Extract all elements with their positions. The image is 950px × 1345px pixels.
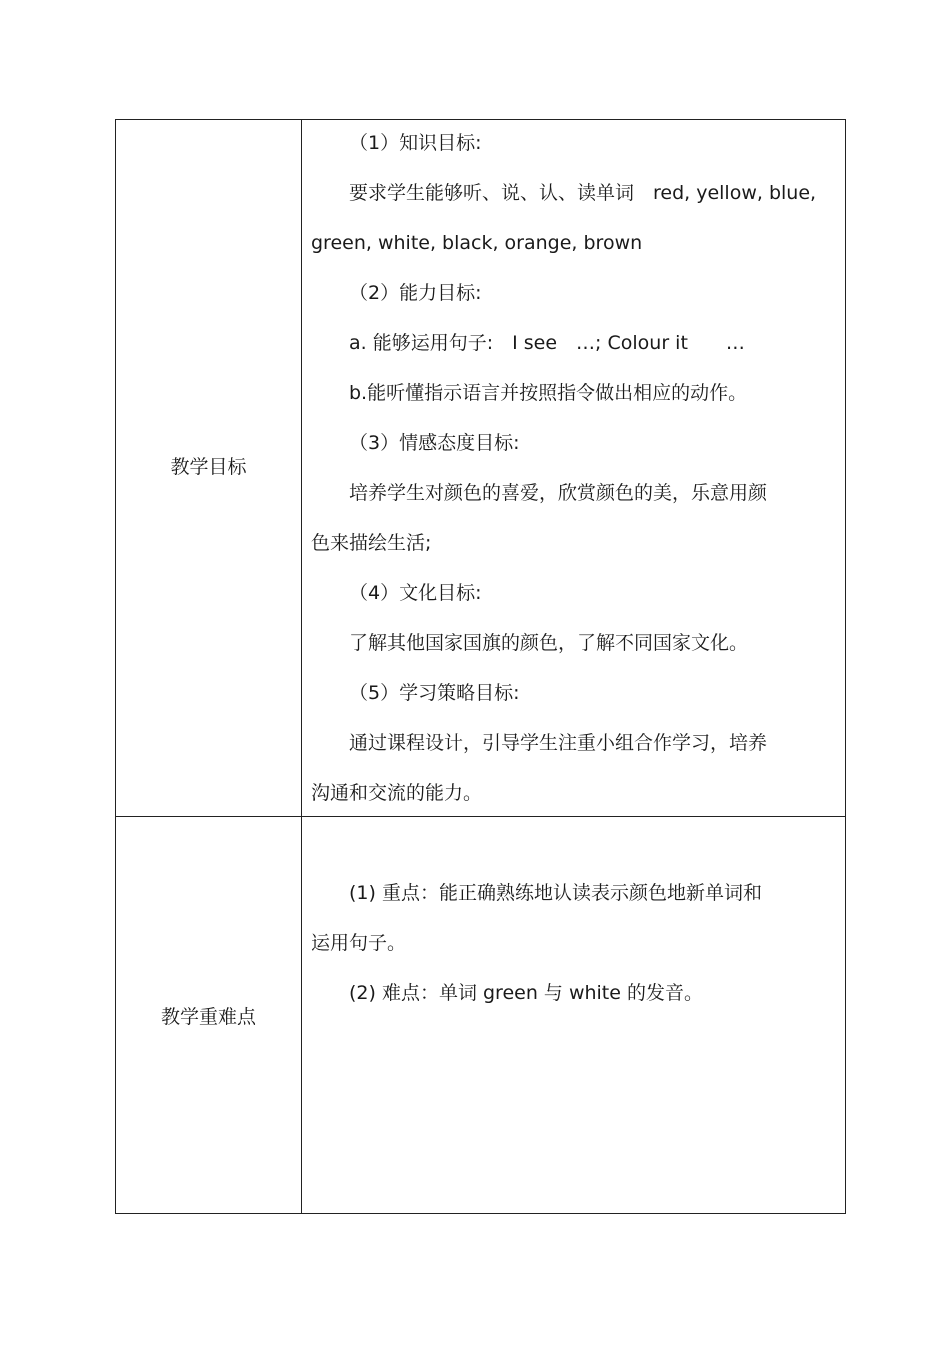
objective-line: （4）文化目标: <box>349 582 482 604</box>
key-points-label: 教学重难点 <box>160 1006 256 1028</box>
key-point-line: (1) 重点：能正确熟练地认读表示颜色地新单词和 <box>349 882 762 904</box>
objective-line: 通过课程设计，引导学生注重小组合作学习，培养 <box>349 732 768 754</box>
objective-line: a. 能够运用句子: I see …; Colour it … <box>349 332 745 354</box>
objective-line: （2）能力目标: <box>349 282 482 304</box>
objectives-label: 教学目标 <box>170 456 247 478</box>
objective-line: 色来描绘生活; <box>311 532 432 554</box>
key-points-content <box>311 868 841 1018</box>
objective-line: green, white, black, orange, brown <box>311 232 643 254</box>
objective-line: 要求学生能够听、说、认、读单词 red, yellow, blue, <box>349 182 817 204</box>
objective-line: （1）知识目标: <box>349 132 482 154</box>
objective-line: 沟通和交流的能力。 <box>311 782 483 804</box>
column-divider <box>301 120 302 1213</box>
objective-line: 了解其他国家国旗的颜色，了解不同国家文化。 <box>349 632 749 654</box>
key-point-line: 运用句子。 <box>311 932 407 954</box>
objective-line: 培养学生对颜色的喜爱，欣赏颜色的美，乐意用颜 <box>349 482 768 504</box>
key-point-line: (2) 难点：单词 green 与 white 的发音。 <box>349 982 703 1004</box>
objective-line: b.能听懂指示语言并按照指令做出相应的动作。 <box>349 382 748 404</box>
objective-line: （3）情感态度目标: <box>349 432 520 454</box>
objectives-content <box>311 118 841 818</box>
lesson-plan-table <box>115 119 846 1214</box>
objective-line: （5）学习策略目标: <box>349 682 520 704</box>
